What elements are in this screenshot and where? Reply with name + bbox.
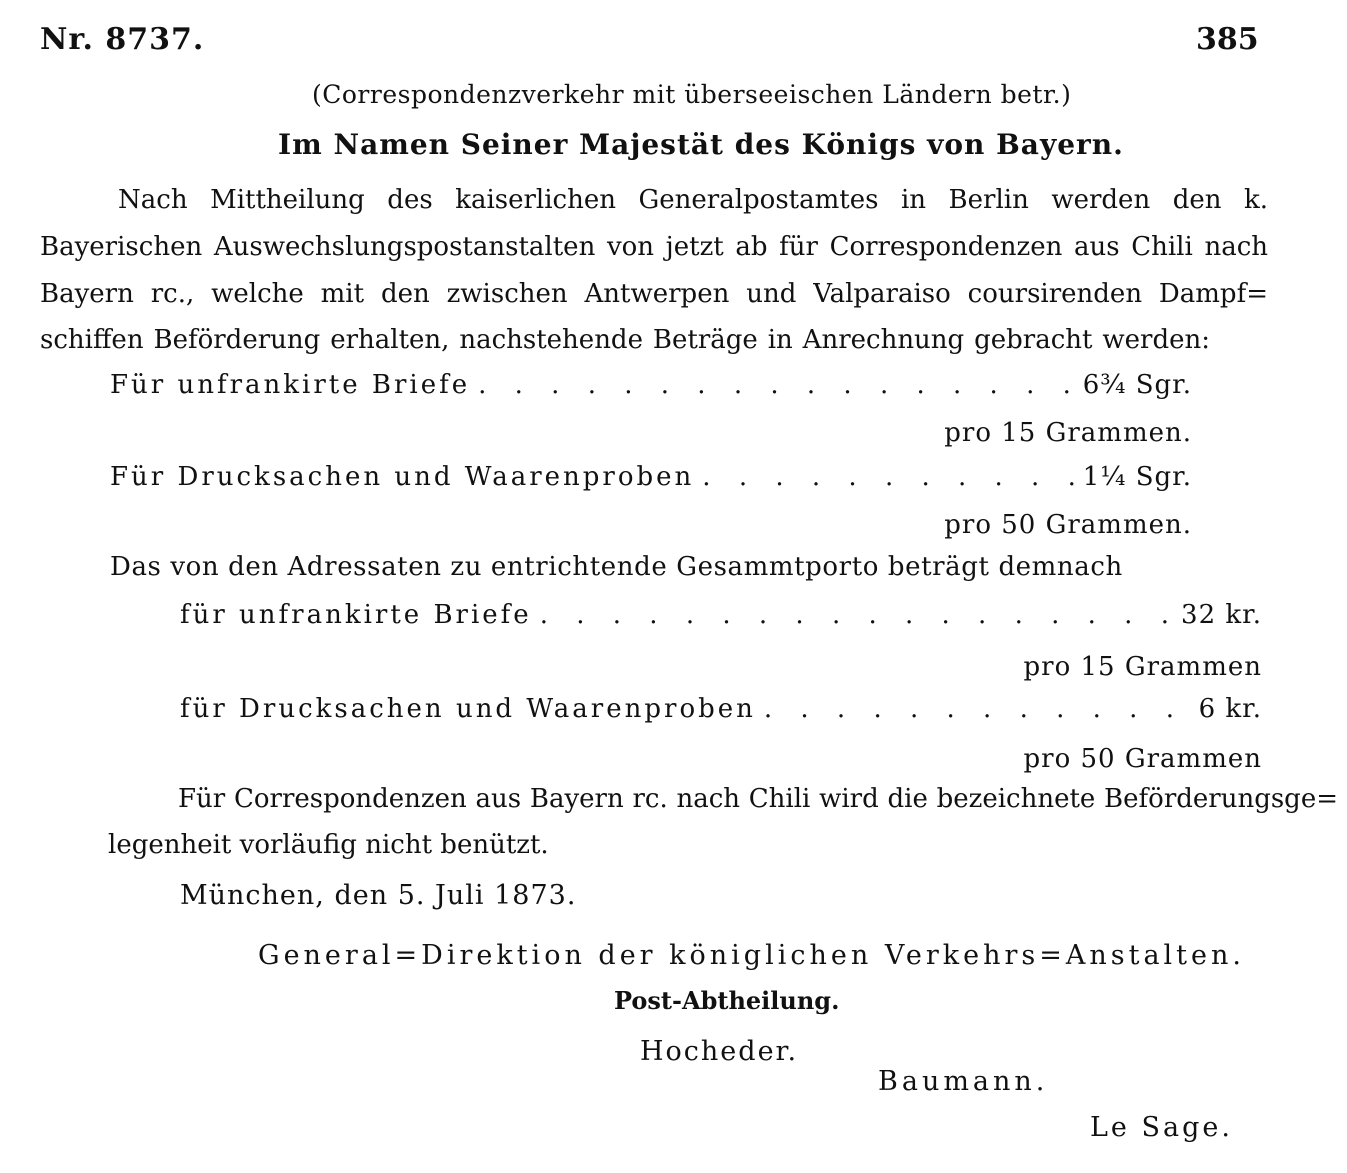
date-line: München, den 5. Juli 1873. [180, 880, 577, 911]
total-label: für unfrankirte Briefe [180, 600, 532, 630]
rate-unit: pro 50 Grammen. [944, 510, 1192, 540]
dot-leader [478, 370, 1075, 400]
total-row-letters [180, 600, 1262, 630]
signature-le-sage: Le Sage. [1090, 1112, 1233, 1143]
intro-line-3: Bayern rc., welche mit den zwischen Antwerpen und Valparaiso coursirenden Dampf= [40, 279, 1268, 309]
total-postage-intro: Das von den Adressaten zu entrichtende Gesammtporto beträgt demnach [110, 552, 1123, 582]
dot-leader [764, 694, 1191, 724]
total-label: für Drucksachen und Waarenproben [180, 694, 756, 724]
rate-unit: pro 15 Grammen. [944, 418, 1192, 448]
total-amount: 32 kr. [1181, 600, 1262, 630]
total-row-printed-matter [180, 694, 1262, 724]
signature-baumann: Baumann. [878, 1066, 1049, 1097]
total-amount: 6 kr. [1198, 694, 1262, 724]
dot-leader [702, 462, 1074, 492]
dot-leader [540, 600, 1173, 630]
closing-line-2: legenheit vorläufig nicht benützt. [108, 830, 549, 860]
rate-row-printed-matter [110, 462, 1192, 492]
page-number: 385 [1196, 22, 1259, 57]
department-name: Post-Abtheilung. [614, 986, 840, 1015]
invocation-heading: Im Namen Seiner Majestät des Königs von Bayern. [278, 128, 1124, 161]
intro-line-2: Bayerischen Auswechslungspostanstalten von jetzt ab für Correspondenzen aus Chili nach [40, 232, 1268, 262]
total-unit: pro 50 Grammen [1023, 744, 1262, 774]
signature-hocheder: Hocheder. [640, 1036, 799, 1067]
intro-line-4: schiffen Beförderung erhalten, nachstehende Beträge in Anrechnung gebracht werden: [40, 325, 1210, 355]
rate-amount: 6¾ Sgr. [1082, 370, 1192, 400]
total-unit: pro 15 Grammen [1023, 652, 1262, 682]
rate-label: Für Drucksachen und Waarenproben [110, 462, 695, 492]
issuing-authority: General=Direktion der königlichen Verkehrs=Anstalten. [258, 940, 1245, 971]
rate-label: Für unfrankirte Briefe [110, 370, 471, 400]
rate-row-letters [110, 370, 1192, 400]
document-number: Nr. 8737. [40, 22, 205, 57]
subject-line: (Correspondenzverkehr mit überseeischen Ländern betr.) [312, 80, 1072, 109]
closing-line-1: Für Correspondenzen aus Bayern rc. nach Chili wird die bezeichnete Beförderungsge= [178, 784, 1338, 814]
rate-amount: 1¼ Sgr. [1082, 462, 1192, 492]
intro-line-1: Nach Mittheilung des kaiserlichen Generalpostamtes in Berlin werden den k. [118, 185, 1268, 215]
